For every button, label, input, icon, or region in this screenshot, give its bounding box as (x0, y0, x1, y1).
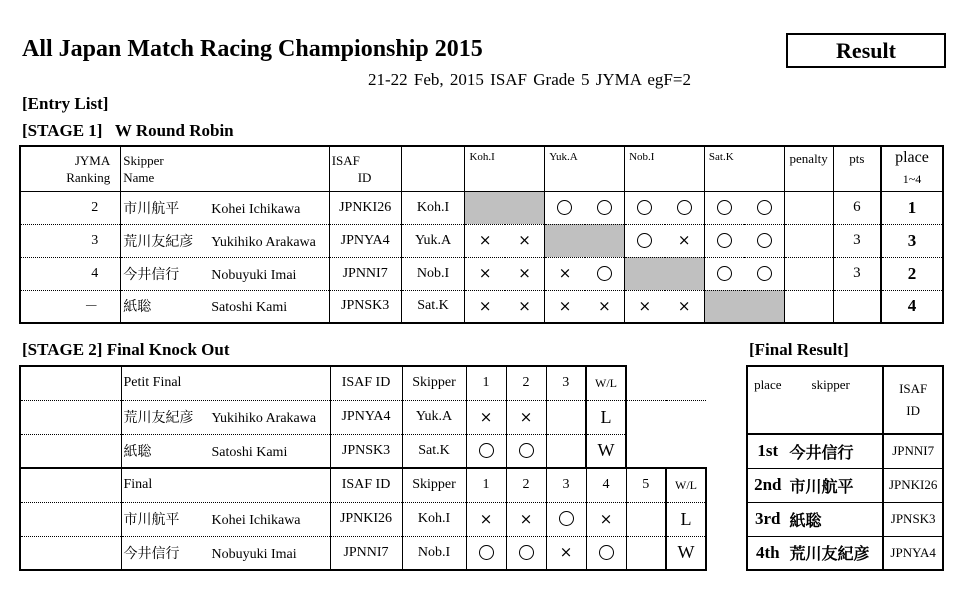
skipper-en: Satoshi Kami (211, 444, 288, 460)
final-place: 4th (755, 542, 780, 562)
skipper-header-line1: Skipper (123, 152, 164, 168)
loss-mark: × (638, 296, 652, 315)
result-cell (665, 257, 705, 290)
isaf-header-line2: ID (357, 169, 372, 185)
final-isaf: JPNSK3 (883, 502, 943, 536)
loss-mark: × (519, 407, 533, 426)
final-row (20, 536, 706, 570)
opp-header-nob: Nob.I (629, 151, 655, 163)
penalty-cell (784, 257, 833, 290)
result-cell (505, 257, 545, 290)
skipper-col-header: skipper (788, 366, 884, 434)
win-mark (519, 545, 534, 560)
petit-short: Yuk.A (402, 400, 466, 434)
isaf-col-header-line1: ISAF (899, 381, 928, 396)
loss-mark: × (519, 509, 533, 528)
short-cell: Nob.I (401, 257, 465, 290)
result-cell (625, 257, 665, 290)
petit-result (466, 400, 506, 434)
place-cell: 3 (907, 230, 917, 250)
stage1-row (20, 224, 943, 257)
place-cell: 1 (907, 197, 917, 217)
skipper-jp: 市川航平 (123, 513, 180, 528)
skipper-jp: 今井信行 (123, 546, 180, 562)
skipper-cell (121, 257, 329, 290)
ranking-cell: 2 (20, 191, 121, 224)
place-cell: 4 (907, 296, 917, 316)
petit-result (546, 400, 586, 434)
win-mark (559, 511, 574, 526)
petit-blank (20, 434, 121, 468)
final-blank (20, 536, 121, 570)
win-mark (757, 200, 772, 215)
petit-skipper (121, 400, 330, 434)
loss-mark: × (479, 407, 493, 426)
skipper-en: Nobuyuki Imai (211, 546, 297, 562)
result-cell (625, 290, 665, 323)
stage1-row (20, 257, 943, 290)
win-mark (597, 200, 612, 215)
skipper-en: Kohei Ichikawa (211, 201, 301, 217)
loss-mark: × (479, 509, 493, 528)
result-cell (585, 290, 625, 323)
final-result (586, 502, 626, 536)
loss-mark: × (558, 296, 572, 315)
final-result (466, 502, 506, 536)
win-mark (557, 200, 572, 215)
final-result-table (746, 365, 944, 571)
skipper-cell (121, 290, 329, 323)
result-cell (665, 224, 705, 257)
result-cell (505, 191, 545, 224)
skipper-en: Yukihiko Arakawa (211, 411, 317, 426)
skipper-jp: 紙聡 (123, 444, 152, 460)
ranking-cell: 3 (20, 224, 121, 257)
isaf-header (329, 146, 401, 191)
final-wl: L (666, 502, 706, 536)
loss-mark: × (518, 264, 531, 282)
petit-short: Sat.K (402, 434, 466, 468)
final-result (546, 536, 586, 570)
loss-mark: × (677, 296, 691, 315)
isaf-cell: JPNNI7 (329, 257, 401, 290)
result-cell (585, 191, 625, 224)
result-cell (545, 257, 585, 290)
final-skipper-header: Skipper (402, 468, 466, 502)
skipper-header-line2: Name (123, 169, 155, 185)
loss-mark: × (599, 509, 613, 528)
result-cell (704, 257, 744, 290)
place-header-line2: 1~4 (902, 171, 922, 186)
ranking-cell: － (20, 290, 121, 323)
result-cell (744, 290, 784, 323)
isaf-cell: JPNSK3 (329, 290, 401, 323)
skipper-header (121, 146, 329, 191)
pts-cell: 3 (833, 257, 881, 290)
petit-result (466, 434, 506, 468)
petit-wl-header: W/L (586, 366, 626, 400)
loss-mark: × (559, 543, 573, 562)
stage1-table (19, 145, 944, 324)
final-race-header: 4 (586, 468, 626, 502)
pts-cell: 6 (833, 191, 881, 224)
petit-isaf: JPNYA4 (330, 400, 402, 434)
final-label: Final (121, 468, 330, 502)
win-mark (717, 200, 732, 215)
pts-header: pts (833, 146, 881, 191)
petit-isaf-header: ISAF ID (330, 366, 402, 400)
final-skipper: 紙聡 (788, 502, 884, 536)
place-header-line1: place (895, 148, 929, 166)
final-place: 3rd (747, 502, 788, 536)
opp-header-sat: Sat.K (708, 151, 734, 163)
skipper-en: Nobuyuki Imai (211, 267, 297, 283)
win-mark (519, 443, 534, 458)
result-cell (665, 290, 705, 323)
final-wl: W (666, 536, 706, 570)
final-isaf: JPNYA4 (890, 544, 936, 560)
petit-race-header: 2 (506, 366, 546, 400)
petit-blank (20, 366, 121, 400)
opp-header-nob-pad (665, 146, 705, 191)
loss-mark: × (598, 296, 611, 315)
petit-skipper-header: Skipper (402, 366, 466, 400)
result-cell (505, 224, 545, 257)
petit-result (506, 434, 546, 468)
result-cell (585, 224, 625, 257)
final-result (626, 536, 666, 570)
win-mark (677, 200, 692, 215)
skipper-jp: 市川航平 (123, 201, 180, 217)
final-race-header: 3 (546, 468, 586, 502)
petit-race-header: 1 (466, 366, 506, 400)
result-cell (585, 257, 625, 290)
isaf-cell: JPNKI26 (329, 191, 401, 224)
isaf-col-header-line2: ID (906, 403, 921, 418)
loss-mark: × (478, 231, 492, 249)
skipper-en: Satoshi Kami (211, 300, 288, 316)
stage2-heading: [STAGE 2] Final Knock Out (22, 340, 230, 359)
result-cell (625, 191, 665, 224)
pts-cell: 3 (833, 224, 881, 257)
short-cell: Sat.K (401, 290, 465, 323)
ranking-header (20, 146, 121, 191)
opp-header-sat-pad (744, 146, 784, 191)
petit-label: Petit Final (121, 366, 330, 400)
skipper-jp: 紙聡 (123, 300, 152, 316)
stage1-row (20, 191, 943, 224)
event-subtitle: 21-22 Feb, 2015 ISAF Grade 5 JYMA egF=2 (368, 70, 691, 89)
final-skipper (121, 502, 330, 536)
result-cell (625, 224, 665, 257)
final-result-header-row (747, 366, 943, 434)
result-cell (665, 191, 705, 224)
final-race-header: 5 (626, 468, 666, 502)
final-result-row (747, 468, 943, 502)
final-result (506, 536, 546, 570)
final-blank (20, 502, 121, 536)
final-short: Koh.I (402, 502, 466, 536)
win-mark (717, 233, 732, 248)
result-cell (465, 257, 505, 290)
petit-skipper (121, 434, 330, 468)
final-skipper: 荒川友紀彦 (788, 536, 884, 570)
loss-mark: × (518, 296, 531, 315)
final-wl-header: W/L (666, 468, 706, 502)
final-header-row (20, 468, 706, 502)
place-header (881, 146, 943, 191)
final-isaf-header: ISAF ID (330, 468, 402, 502)
loss-mark: × (478, 264, 492, 282)
skipper-cell (121, 224, 329, 257)
final-result-row (747, 536, 943, 570)
result-label: Result (786, 33, 946, 68)
skipper-jp: 荒川友紀彦 (123, 234, 194, 250)
loss-mark: × (518, 231, 531, 249)
result-cell (744, 257, 784, 290)
result-cell (744, 224, 784, 257)
isaf-header-line1: ISAF (331, 152, 360, 168)
result-cell (545, 224, 585, 257)
opp-header-koh-pad (505, 146, 545, 191)
petit-result (506, 400, 546, 434)
result-cell (744, 191, 784, 224)
loss-mark: × (677, 231, 691, 249)
petit-blank (20, 400, 121, 434)
skipper-jp: 今井信行 (123, 267, 180, 283)
page-title: All Japan Match Racing Championship 2015 (22, 36, 483, 62)
win-mark (599, 545, 614, 560)
opp-header-yuk: Yuk.A (549, 151, 578, 163)
isaf-cell: JPNYA4 (329, 224, 401, 257)
short-cell: Yuk.A (401, 224, 465, 257)
result-cell (505, 290, 545, 323)
final-result-heading: [Final Result] (749, 340, 849, 359)
final-result (506, 502, 546, 536)
result-cell (704, 290, 744, 323)
final-place: 2nd (747, 468, 788, 502)
place-cell: 2 (907, 263, 917, 283)
final-race-header: 2 (506, 468, 546, 502)
final-isaf: JPNKI26 (330, 502, 402, 536)
win-mark (717, 266, 732, 281)
final-isaf: JPNKI26 (883, 468, 943, 502)
loss-mark: × (558, 264, 572, 282)
result-cell (545, 290, 585, 323)
result-cell (465, 191, 505, 224)
opp-header-yuk-pad (585, 146, 625, 191)
win-mark (757, 233, 772, 248)
result-cell (704, 191, 744, 224)
win-mark (637, 233, 652, 248)
final-place: 1st (747, 434, 788, 468)
result-cell (704, 224, 744, 257)
final-isaf: JPNNI7 (330, 536, 402, 570)
final-skipper: 今井信行 (788, 434, 884, 468)
pts-cell (833, 290, 881, 323)
isaf-col-header (883, 366, 943, 434)
petit-result (546, 434, 586, 468)
final-skipper: 市川航平 (788, 468, 884, 502)
petit-isaf: JPNSK3 (330, 434, 402, 468)
stage2-table (19, 365, 707, 571)
petit-row (20, 434, 706, 468)
petit-wl: L (586, 400, 626, 434)
final-short: Nob.I (402, 536, 466, 570)
penalty-cell (784, 224, 833, 257)
final-result (466, 536, 506, 570)
penalty-cell (784, 191, 833, 224)
ranking-header-line1: JYMA (74, 152, 111, 168)
stage1-row (20, 290, 943, 323)
loss-mark: × (478, 296, 492, 315)
skipper-en: Kohei Ichikawa (211, 513, 301, 528)
skipper-en: Yukihiko Arakawa (211, 234, 316, 250)
short-header (401, 146, 465, 191)
final-race-header: 1 (466, 468, 506, 502)
ranking-header-line2: Ranking (66, 169, 111, 185)
final-isaf: JPNNI7 (883, 434, 943, 468)
win-mark (597, 266, 612, 281)
penalty-header: penalty (784, 146, 833, 191)
final-result (546, 502, 586, 536)
final-blank (20, 468, 121, 502)
petit-row (20, 400, 706, 434)
skipper-cell (121, 191, 329, 224)
entry-list-heading: [Entry List] (22, 94, 109, 113)
opp-header-koh: Koh.I (465, 146, 505, 191)
final-result-row (747, 502, 943, 536)
result-cell (545, 191, 585, 224)
final-result (626, 502, 666, 536)
petit-race-header: 3 (546, 366, 586, 400)
ranking-cell: 4 (20, 257, 121, 290)
final-result-row (747, 434, 943, 468)
win-mark (757, 266, 772, 281)
win-mark (479, 443, 494, 458)
stage1-heading: [STAGE 1] W Round Robin (22, 121, 234, 140)
petit-wl: W (586, 434, 626, 468)
win-mark (479, 545, 494, 560)
petit-header-row (20, 366, 706, 400)
stage1-header-row (20, 146, 943, 191)
final-skipper (121, 536, 330, 570)
result-cell (465, 290, 505, 323)
final-row (20, 502, 706, 536)
result-cell (465, 224, 505, 257)
short-cell: Koh.I (401, 191, 465, 224)
place-col-header: place (754, 377, 782, 392)
skipper-jp: 荒川友紀彦 (123, 411, 194, 426)
final-result (586, 536, 626, 570)
win-mark (637, 200, 652, 215)
penalty-cell (784, 290, 833, 323)
